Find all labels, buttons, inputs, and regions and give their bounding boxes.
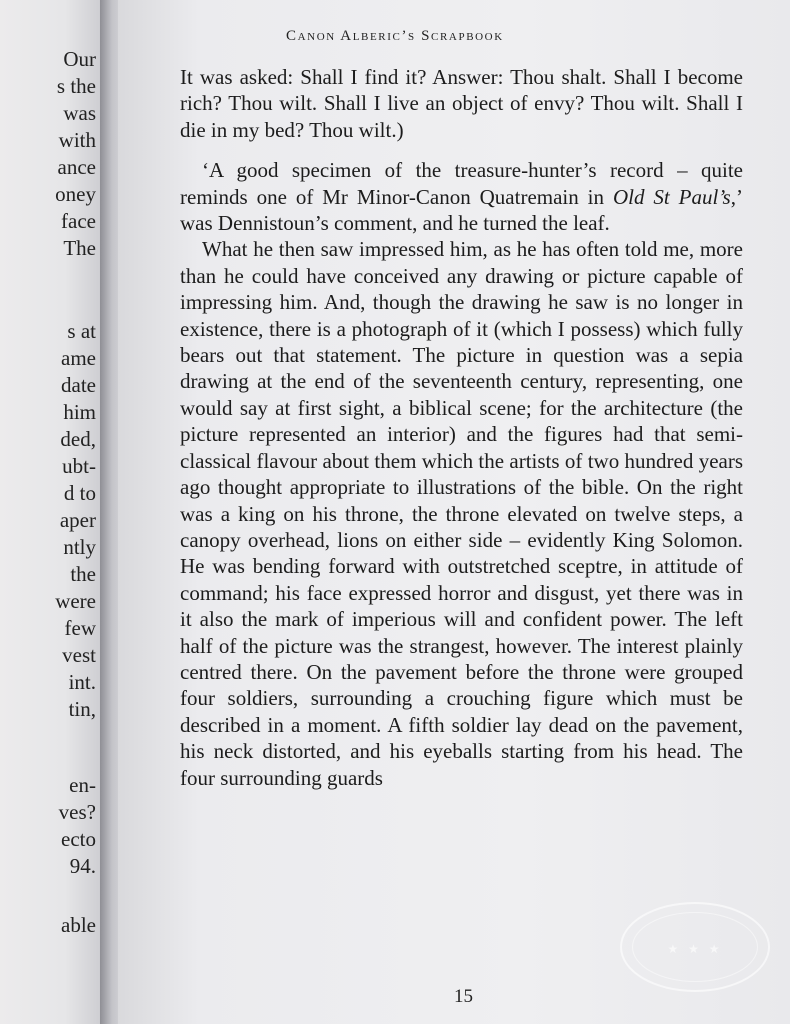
left-page-line: few	[64, 616, 96, 640]
book-title-italic: Old St Paul’s	[612, 184, 731, 209]
left-page	[0, 0, 108, 1024]
left-page-line: tin,	[68, 697, 96, 721]
left-page-line: vest	[62, 643, 96, 667]
left-page-line: date	[61, 373, 96, 397]
left-page-line: the	[70, 562, 96, 586]
left-page-line: s the	[56, 74, 96, 98]
left-page-line: him	[63, 400, 96, 424]
watermark-seal	[620, 902, 770, 992]
left-page-line: s at	[67, 319, 96, 343]
left-page-line: en-	[69, 773, 96, 797]
left-page-line: The	[63, 236, 96, 260]
left-page-line: oney	[55, 182, 96, 206]
left-page-line: 94.	[69, 854, 96, 878]
left-page-line: ance	[57, 155, 96, 179]
left-page-line: int.	[68, 670, 96, 694]
page-number: 15	[454, 986, 473, 1007]
left-page-line: ubt-	[62, 454, 96, 478]
paragraph-2: ‘A good specimen of the treasure-hunter’s record – quite reminds one of Mr Minor-Canon Quatremain in Old St Paul’s,’ was Dennistoun’s comment, and he turned the leaf.	[180, 158, 743, 236]
left-page-line: were	[55, 589, 96, 613]
body-text	[180, 64, 743, 791]
left-page-line: d to	[63, 481, 96, 505]
watermark-stars: ★ ★ ★	[667, 942, 723, 956]
left-page-line: ded,	[60, 427, 96, 451]
left-page-line: ves?	[58, 800, 96, 824]
running-head: Canon Alberic’s Scrapbook	[286, 28, 504, 44]
left-page-line: with	[58, 128, 96, 152]
left-page-line: able	[61, 913, 96, 937]
left-page-line: aper	[59, 508, 96, 532]
paragraph-1: It was asked: Shall I find it? Answer: Thou shalt. Shall I become rich? Thou wilt. Shall I live an object of envy? Thou wilt. Shall I die in my bed? Thou wilt.)	[180, 65, 743, 142]
left-page-line: ame	[61, 346, 96, 370]
left-page-line: ecto	[61, 827, 96, 851]
left-page-line: ntly	[63, 535, 96, 559]
left-page-line: Our	[63, 47, 96, 71]
left-page-line: was	[63, 101, 96, 125]
left-page-line: face	[61, 209, 96, 233]
paragraph-3: What he then saw impressed him, as he has often told me, more than he could have conceived any drawing or picture capable of impressing him. And, though the drawing he saw is no longer in existence, there is a photograph of it (which I possess) which fully bears out that statement. The picture in question was a sepia drawing at the end of the seventeenth century, representing, one would say at first sight, a biblical scene; for the architecture (the picture represented an interior) and the figures had that semi-classical flavour about them which the artists of two hundred years ago thought appropriate to illustrations of the bible. On the right was a king on his throne, the throne elevated on twelve steps, a canopy overhead, lions on either side – evidently King Solomon. He was bending forward with outstretched sceptre, in attitude of command; his face expressed horror and disgust, yet there was in it also the mark of imperious will and confident power. The left half of the picture was the strangest, however. The interest plainly centred there. On the pavement before the throne were grouped four soldiers, surrounding a crouching figure which must be described in a moment. A fifth soldier lay dead on the pavement, his neck distorted, and his eyeballs starting from his head. The four surrounding guards	[180, 237, 743, 790]
